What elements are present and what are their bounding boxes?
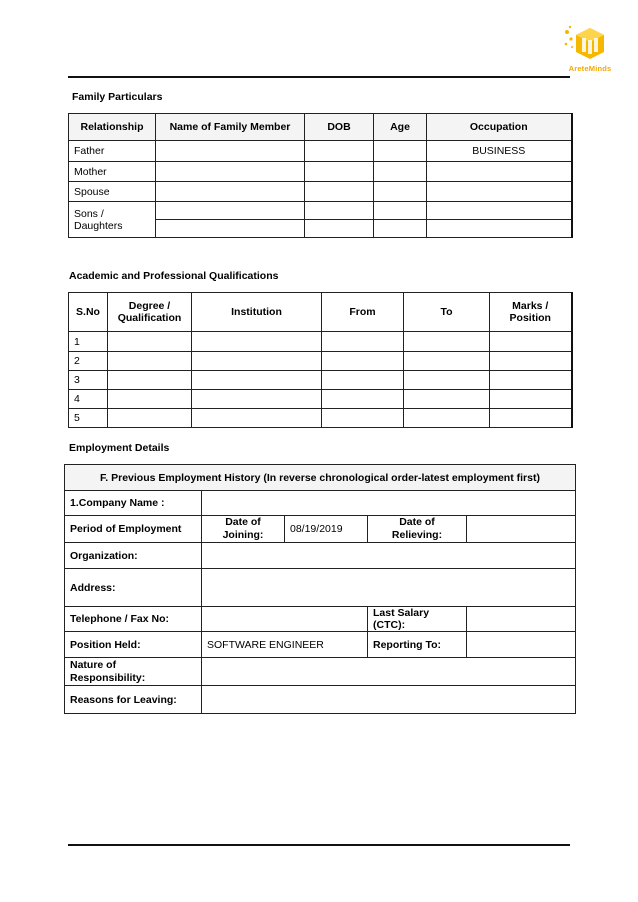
table-row [69,371,572,390]
relationship-cell: Father [69,141,156,162]
from-field[interactable] [322,352,404,371]
reporting-to-field[interactable] [467,632,576,658]
reasons-field[interactable] [202,686,576,714]
family-section-title: Family Particulars [72,91,163,103]
organization-field[interactable] [202,543,576,569]
dob-field[interactable] [305,220,374,238]
institution-field[interactable] [192,352,322,371]
relationship-cell: Sons / Daughters [69,202,156,238]
to-field[interactable] [404,409,490,428]
age-field[interactable] [374,162,427,182]
institution-field[interactable] [192,332,322,352]
dob-field[interactable] [305,202,374,220]
dob-field[interactable] [305,182,374,202]
address-field[interactable] [202,569,576,607]
col-sno: S.No [69,293,108,332]
joining-label: Date of Joining: [202,516,285,543]
age-field[interactable] [374,141,427,162]
sno-cell: 3 [69,371,108,390]
sno-cell: 2 [69,352,108,371]
address-label: Address: [65,569,202,607]
family-header-row [69,114,572,141]
history-heading-row [65,465,576,491]
occupation-field[interactable] [427,182,572,202]
sno-cell: 1 [69,332,108,352]
table-row [69,352,572,371]
nature-field[interactable] [202,658,576,686]
col-relationship: Relationship [69,114,156,141]
academic-table [68,292,573,428]
name-field[interactable] [156,182,305,202]
to-field[interactable] [404,390,490,409]
table-row [69,141,572,162]
to-field[interactable] [404,352,490,371]
col-institution: Institution [192,293,322,332]
table-row [69,162,572,182]
table-row [69,390,572,409]
degree-field[interactable] [108,409,192,428]
header-rule [68,76,570,78]
dob-field[interactable] [305,162,374,182]
col-marks: Marks / Position [490,293,572,332]
joining-date-field[interactable]: 08/19/2019 [285,516,368,543]
col-dob: DOB [305,114,374,141]
institution-field[interactable] [192,409,322,428]
organization-label: Organization: [65,543,202,569]
from-field[interactable] [322,409,404,428]
marks-field[interactable] [490,390,572,409]
reporting-to-label: Reporting To: [368,632,467,658]
organization-row [65,543,576,569]
from-field[interactable] [322,332,404,352]
marks-field[interactable] [490,332,572,352]
sno-cell: 4 [69,390,108,409]
col-degree: Degree / Qualification [108,293,192,332]
marks-field[interactable] [490,352,572,371]
degree-field[interactable] [108,332,192,352]
name-field[interactable] [156,162,305,182]
position-row [65,632,576,658]
name-field[interactable] [156,141,305,162]
marks-field[interactable] [490,409,572,428]
age-field[interactable] [374,202,427,220]
institution-field[interactable] [192,390,322,409]
academic-section-title: Academic and Professional Qualifications [69,270,279,282]
nature-label: Nature of Responsibility: [65,658,202,686]
institution-field[interactable] [192,371,322,390]
marks-field[interactable] [490,371,572,390]
last-salary-label: Last Salary (CTC): [368,607,467,632]
nature-row [65,658,576,686]
occupation-field[interactable] [427,162,572,182]
from-field[interactable] [322,371,404,390]
period-label: Period of Employment [65,516,202,543]
telephone-label: Telephone / Fax No: [65,607,202,632]
occupation-field[interactable] [427,220,572,238]
telephone-field[interactable] [202,607,368,632]
table-row [69,182,572,202]
employment-table [64,464,576,714]
relieving-label: Date of Relieving: [368,516,467,543]
position-label: Position Held: [65,632,202,658]
name-field[interactable] [156,202,305,220]
col-family-member-name: Name of Family Member [156,114,305,141]
logo-wordmark: AreteMinds [568,64,612,73]
degree-field[interactable] [108,371,192,390]
period-row [65,516,576,543]
table-row [69,202,572,220]
col-occupation: Occupation [427,114,572,141]
relationship-cell: Spouse [69,182,156,202]
col-age: Age [374,114,427,141]
table-row [69,332,572,352]
from-field[interactable] [322,390,404,409]
history-heading: F. Previous Employment History (In reverse chronological order-latest employment first) [65,465,576,491]
reasons-label: Reasons for Leaving: [65,686,202,714]
table-row [69,409,572,428]
col-to: To [404,293,490,332]
age-field[interactable] [374,182,427,202]
relationship-cell: Mother [69,162,156,182]
degree-field[interactable] [108,352,192,371]
family-table [68,113,573,238]
last-salary-field[interactable] [467,607,576,632]
col-from: From [322,293,404,332]
dob-field[interactable] [305,141,374,162]
employment-section-title: Employment Details [69,442,170,454]
sno-cell: 5 [69,409,108,428]
degree-field[interactable] [108,390,192,409]
relieving-date-field[interactable] [467,516,576,543]
company-name-field[interactable] [202,491,576,516]
company-name-label: 1.Company Name : [65,491,202,516]
footer-rule [68,844,570,846]
address-row [65,569,576,607]
occupation-field[interactable]: BUSINESS [427,141,572,162]
reasons-row [65,686,576,714]
to-field[interactable] [404,371,490,390]
telephone-row [65,607,576,632]
company-row [65,491,576,516]
to-field[interactable] [404,332,490,352]
name-field[interactable] [156,220,305,238]
age-field[interactable] [374,220,427,238]
occupation-field[interactable] [427,202,572,220]
position-field[interactable]: SOFTWARE ENGINEER [202,632,368,658]
academic-header-row [69,293,572,332]
